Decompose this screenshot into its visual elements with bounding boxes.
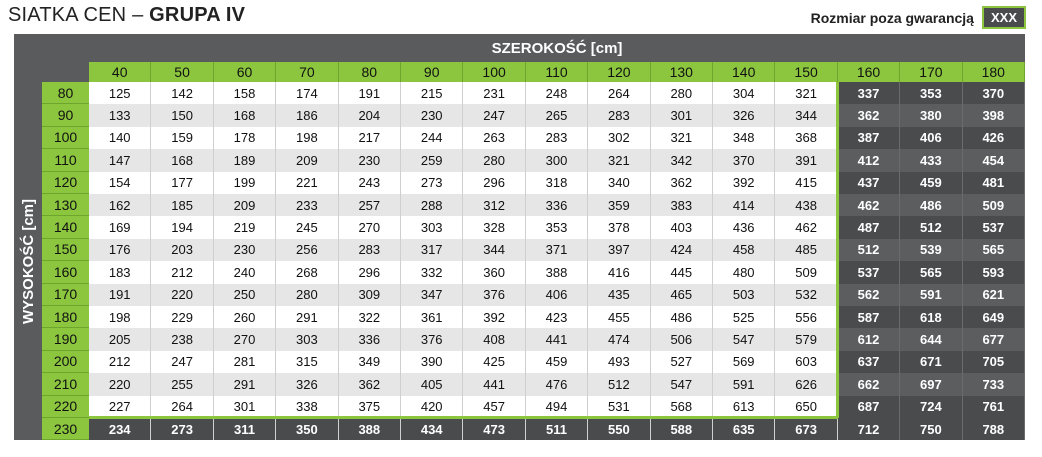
price-cell: 259 [401,149,463,171]
row-header: 150 [42,239,89,261]
price-cell: 248 [526,82,588,104]
price-cell: 388 [339,418,401,440]
price-cell: 568 [651,396,713,418]
price-cell: 302 [588,127,650,149]
price-cell: 212 [151,261,213,283]
price-cell: 712 [838,418,900,440]
price-cell: 426 [963,127,1025,149]
guarantee-boundary-horizontal [89,416,838,419]
price-cell: 332 [401,261,463,283]
price-cell: 445 [651,261,713,283]
price-cell: 397 [588,239,650,261]
title-light: SIATKA CEN – [8,4,150,26]
price-cell: 270 [214,328,276,350]
price-cell: 371 [526,239,588,261]
price-cell: 326 [276,373,338,395]
price-cell: 233 [276,194,338,216]
price-cell: 280 [651,82,713,104]
column-header: 110 [526,62,588,82]
price-cell: 273 [401,172,463,194]
price-cell: 671 [900,351,962,373]
row-header: 170 [42,284,89,306]
price-cell: 531 [588,396,650,418]
column-header: 60 [214,62,276,82]
price-cell: 230 [214,239,276,261]
price-cell: 375 [339,396,401,418]
price-cell: 547 [651,373,713,395]
price-cell: 603 [775,351,837,373]
price-cell: 436 [713,216,775,238]
price-cell: 154 [89,172,151,194]
price-cell: 423 [526,306,588,328]
price-cell: 247 [463,104,525,126]
row-header: 160 [42,261,89,283]
price-cell: 189 [214,149,276,171]
price-cell: 376 [401,328,463,350]
price-cell: 336 [339,328,401,350]
price-cell: 311 [214,418,276,440]
price-cell: 198 [276,127,338,149]
price-cell: 186 [276,104,338,126]
price-cell: 150 [151,104,213,126]
price-cell: 326 [713,104,775,126]
price-cell: 212 [89,351,151,373]
price-cell: 362 [339,373,401,395]
price-cell: 263 [463,127,525,149]
height-header [14,82,42,440]
price-cell: 493 [588,351,650,373]
price-cell: 455 [588,306,650,328]
price-cell: 255 [151,373,213,395]
price-cell: 724 [900,396,962,418]
price-cell: 562 [838,284,900,306]
price-cell: 264 [588,82,650,104]
price-cell: 635 [713,418,775,440]
price-cell: 256 [276,239,338,261]
price-cell: 537 [963,216,1025,238]
price-cell: 512 [588,373,650,395]
price-cell: 412 [838,149,900,171]
price-cell: 178 [214,127,276,149]
row-header: 100 [42,127,89,149]
price-cell: 512 [838,239,900,261]
price-cell: 733 [963,373,1025,395]
column-header: 140 [713,62,775,82]
price-cell: 321 [775,82,837,104]
price-cell: 348 [713,127,775,149]
price-cell: 487 [838,216,900,238]
price-cell: 221 [276,172,338,194]
price-cell: 503 [713,284,775,306]
price-cell: 229 [151,306,213,328]
price-cell: 301 [651,104,713,126]
column-header: 160 [838,62,900,82]
column-header: 180 [963,62,1025,82]
price-cell: 168 [151,149,213,171]
price-cell: 142 [151,82,213,104]
price-cell: 270 [339,216,401,238]
price-cell: 539 [900,239,962,261]
price-cell: 321 [588,149,650,171]
price-cell: 317 [401,239,463,261]
price-cell: 376 [463,284,525,306]
price-cell: 750 [900,418,962,440]
legend-label: Rozmiar poza gwarancją [810,9,974,26]
price-cell: 362 [651,172,713,194]
price-cell: 441 [526,328,588,350]
price-cell: 644 [900,328,962,350]
row-header: 210 [42,373,89,395]
price-cell: 183 [89,261,151,283]
price-cell: 168 [214,104,276,126]
column-header: 120 [588,62,650,82]
price-cell: 257 [339,194,401,216]
title-bold: GRUPA IV [149,4,246,26]
price-cell: 591 [900,284,962,306]
price-cell: 547 [713,328,775,350]
price-cell: 338 [276,396,338,418]
price-cell: 788 [963,418,1025,440]
price-cell: 353 [900,82,962,104]
price-cell: 194 [151,216,213,238]
price-cell: 537 [838,261,900,283]
column-header: 100 [463,62,525,82]
price-cell: 264 [151,396,213,418]
price-cell: 441 [463,373,525,395]
price-cell: 392 [713,172,775,194]
price-cell: 340 [588,172,650,194]
price-cell: 405 [401,373,463,395]
price-cell: 230 [339,149,401,171]
price-cell: 406 [526,284,588,306]
page-title [8,4,245,27]
price-cell: 260 [214,306,276,328]
price-cell: 403 [651,216,713,238]
price-cell: 244 [401,127,463,149]
price-cell: 247 [151,351,213,373]
price-cell: 476 [526,373,588,395]
price-cell: 353 [526,216,588,238]
price-cell: 140 [89,127,151,149]
price-cell: 465 [651,284,713,306]
price-cell: 203 [151,239,213,261]
price-cell: 230 [401,104,463,126]
price-cell: 637 [838,351,900,373]
price-cell: 390 [401,351,463,373]
price-cell: 215 [401,82,463,104]
price-cell: 485 [775,239,837,261]
price-cell: 283 [588,104,650,126]
price-cell: 336 [526,194,588,216]
price-cell: 697 [900,373,962,395]
price-cell: 454 [963,149,1025,171]
price-cell: 612 [838,328,900,350]
price-cell: 301 [214,396,276,418]
price-cell: 315 [276,351,338,373]
price-cell: 387 [838,127,900,149]
price-cell: 281 [214,351,276,373]
price-cell: 433 [900,149,962,171]
price-cell: 209 [276,149,338,171]
price-cell: 677 [963,328,1025,350]
price-cell: 158 [214,82,276,104]
price-cell: 349 [339,351,401,373]
price-cell: 162 [89,194,151,216]
row-header: 130 [42,194,89,216]
price-cell: 231 [463,82,525,104]
price-cell: 283 [526,127,588,149]
price-cell: 227 [89,396,151,418]
price-cell: 391 [775,149,837,171]
price-cell: 406 [900,127,962,149]
column-header: 170 [900,62,962,82]
price-cell: 265 [526,104,588,126]
price-cell: 462 [838,194,900,216]
price-cell: 238 [151,328,213,350]
price-cell: 486 [900,194,962,216]
price-cell: 280 [276,284,338,306]
column-header: 70 [276,62,338,82]
price-cell: 309 [339,284,401,306]
price-cell: 392 [463,306,525,328]
price-cell: 459 [900,172,962,194]
price-cell: 321 [651,127,713,149]
price-cell: 532 [775,284,837,306]
price-cell: 494 [526,396,588,418]
price-cell: 462 [775,216,837,238]
price-cell: 383 [651,194,713,216]
height-header-label: WYSOKOŚĆ [cm] [19,198,37,324]
price-cell: 234 [89,418,151,440]
price-cell: 512 [900,216,962,238]
column-header: 90 [401,62,463,82]
price-cell: 303 [401,216,463,238]
price-cell: 626 [775,373,837,395]
price-cell: 649 [963,306,1025,328]
price-cell: 556 [775,306,837,328]
price-cell: 705 [963,351,1025,373]
price-cell: 550 [588,418,650,440]
price-cell: 209 [214,194,276,216]
column-header: 150 [775,62,837,82]
row-header: 180 [42,306,89,328]
price-cell: 174 [276,82,338,104]
price-cell: 481 [963,172,1025,194]
price-cell: 362 [838,104,900,126]
price-cell: 420 [401,396,463,418]
price-cell: 347 [401,284,463,306]
price-cell: 378 [588,216,650,238]
price-cell: 486 [651,306,713,328]
price-cell: 342 [651,149,713,171]
price-cell: 425 [463,351,525,373]
price-cell: 370 [713,149,775,171]
price-cell: 591 [713,373,775,395]
row-header: 220 [42,396,89,418]
price-cell: 220 [151,284,213,306]
column-header: 50 [151,62,213,82]
price-cell: 673 [775,418,837,440]
price-cell: 185 [151,194,213,216]
price-cell: 662 [838,373,900,395]
price-cell: 388 [526,261,588,283]
row-header: 200 [42,351,89,373]
price-cell: 565 [900,261,962,283]
row-header: 230 [42,418,89,440]
price-cell: 217 [339,127,401,149]
price-cell: 205 [89,328,151,350]
price-cell: 312 [463,194,525,216]
price-cell: 303 [276,328,338,350]
price-cell: 169 [89,216,151,238]
price-cell: 414 [713,194,775,216]
price-cell: 408 [463,328,525,350]
row-header: 190 [42,328,89,350]
price-cell: 480 [713,261,775,283]
price-cell: 250 [214,284,276,306]
column-header: 80 [339,62,401,82]
column-header: 130 [651,62,713,82]
price-cell: 133 [89,104,151,126]
price-cell: 473 [463,418,525,440]
row-header: 140 [42,216,89,238]
price-cell: 296 [463,172,525,194]
price-cell: 199 [214,172,276,194]
row-header: 120 [42,172,89,194]
price-cell: 593 [963,261,1025,283]
price-cell: 280 [463,149,525,171]
price-cell: 159 [151,127,213,149]
price-cell: 424 [651,239,713,261]
price-cell: 328 [463,216,525,238]
price-cell: 435 [588,284,650,306]
price-cell: 569 [713,351,775,373]
price-cell: 288 [401,194,463,216]
row-header: 80 [42,82,89,104]
price-cell: 268 [276,261,338,283]
price-cell: 511 [526,418,588,440]
price-cell: 177 [151,172,213,194]
price-cell: 360 [463,261,525,283]
price-cell: 457 [463,396,525,418]
price-cell: 300 [526,149,588,171]
price-cell: 191 [339,82,401,104]
price-cell: 344 [775,104,837,126]
price-cell: 198 [89,306,151,328]
price-cell: 125 [89,82,151,104]
price-cell: 361 [401,306,463,328]
price-grid [14,34,1026,441]
price-cell: 322 [339,306,401,328]
row-header: 110 [42,149,89,171]
price-cell: 579 [775,328,837,350]
legend-swatch: XXX [982,6,1026,29]
price-cell: 240 [214,261,276,283]
price-cell: 587 [838,306,900,328]
price-cell: 219 [214,216,276,238]
price-cell: 687 [838,396,900,418]
price-cell: 525 [713,306,775,328]
price-cell: 291 [276,306,338,328]
price-cell: 350 [276,418,338,440]
price-cell: 437 [838,172,900,194]
price-cell: 220 [89,373,151,395]
price-cell: 344 [463,239,525,261]
price-cell: 318 [526,172,588,194]
price-cell: 415 [775,172,837,194]
price-cell: 191 [89,284,151,306]
price-cell: 618 [900,306,962,328]
price-cell: 459 [526,351,588,373]
price-cell: 509 [775,261,837,283]
price-cell: 434 [401,418,463,440]
price-cell: 650 [775,396,837,418]
price-cell: 506 [651,328,713,350]
price-cell: 291 [214,373,276,395]
price-cell: 147 [89,149,151,171]
row-header-top [42,62,89,82]
price-cell: 337 [838,82,900,104]
price-cell: 296 [339,261,401,283]
price-cell: 380 [900,104,962,126]
price-cell: 474 [588,328,650,350]
price-cell: 273 [151,418,213,440]
price-cell: 438 [775,194,837,216]
column-header: 40 [89,62,151,82]
price-cell: 621 [963,284,1025,306]
price-cell: 245 [276,216,338,238]
price-cell: 509 [963,194,1025,216]
legend [811,6,1026,29]
price-cell: 613 [713,396,775,418]
price-cell: 176 [89,239,151,261]
price-cell: 761 [963,396,1025,418]
price-cell: 283 [339,239,401,261]
price-cell: 370 [963,82,1025,104]
price-cell: 204 [339,104,401,126]
price-cell: 416 [588,261,650,283]
price-cell: 565 [963,239,1025,261]
price-cell: 398 [963,104,1025,126]
price-cell: 458 [713,239,775,261]
price-cell: 368 [775,127,837,149]
price-cell: 243 [339,172,401,194]
price-cell: 304 [713,82,775,104]
width-header: SZEROKOŚĆ [cm] [89,34,1025,62]
price-cell: 359 [588,194,650,216]
price-cell: 588 [651,418,713,440]
guarantee-boundary-vertical [836,82,839,418]
price-cell: 527 [651,351,713,373]
row-header: 90 [42,104,89,126]
